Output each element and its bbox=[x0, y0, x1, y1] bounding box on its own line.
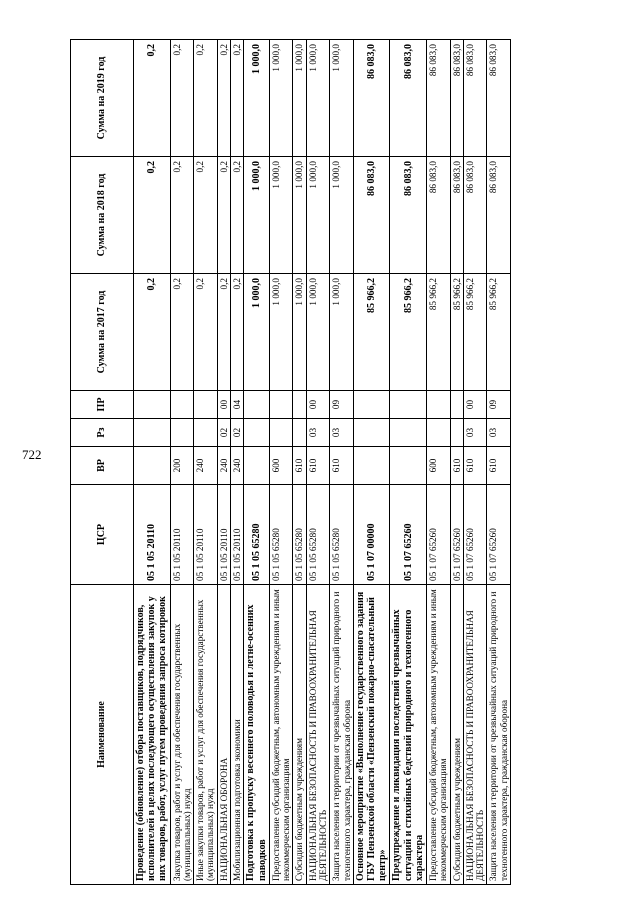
row-sum-2019: 86 083,0 bbox=[487, 40, 511, 157]
row-pr: 00 bbox=[463, 391, 487, 419]
row-pr bbox=[170, 391, 194, 419]
row-name: НАЦИОНАЛЬНАЯ ОБОРОНА bbox=[217, 585, 230, 885]
row-sum-2018: 0,2 bbox=[170, 157, 194, 274]
header-rz: Рз bbox=[71, 419, 134, 447]
row-rz bbox=[450, 419, 463, 447]
row-name: Мобилизационная подготовка экономики bbox=[231, 585, 244, 885]
row-sum-2017: 85 966,2 bbox=[353, 274, 390, 391]
row-rz: 02 bbox=[231, 419, 244, 447]
row-sum-2019: 1 000,0 bbox=[293, 40, 306, 157]
row-sum-2018: 0,2 bbox=[231, 157, 244, 274]
header-sum-2017: Сумма на 2017 год bbox=[71, 274, 134, 391]
row-vr bbox=[244, 447, 269, 485]
row-sum-2018: 86 083,0 bbox=[450, 157, 463, 274]
row-sum-2018: 1 000,0 bbox=[269, 157, 293, 274]
header-sum-2018: Сумма на 2018 год bbox=[71, 157, 134, 274]
row-sum-2018: 0,2 bbox=[217, 157, 230, 274]
row-csr: 05 1 05 20110 bbox=[217, 485, 230, 585]
row-vr bbox=[134, 447, 171, 485]
row-rz: 03 bbox=[306, 419, 330, 447]
row-name: Основное мероприятие «Выполнение государственного задания ГБУ Пензенской области «Пензенский пожарно-спасательный центр» bbox=[353, 585, 390, 885]
row-pr bbox=[390, 391, 427, 419]
header-name: Наименование bbox=[71, 585, 134, 885]
table-row bbox=[390, 40, 427, 885]
row-name: Предупреждение и ликвидация последствий чрезвычайных ситуаций и стихийных бедствий природного и техногенного характера bbox=[390, 585, 427, 885]
row-pr bbox=[353, 391, 390, 419]
row-sum-2019: 0,2 bbox=[134, 40, 171, 157]
row-rz bbox=[194, 419, 218, 447]
row-pr: 09 bbox=[330, 391, 354, 419]
row-sum-2018: 86 083,0 bbox=[487, 157, 511, 274]
row-rz: 03 bbox=[463, 419, 487, 447]
budget-table bbox=[70, 39, 511, 885]
row-name: Подготовка к пропуску весеннего половодья и летне-осенних паводков bbox=[244, 585, 269, 885]
row-csr: 05 1 07 00000 bbox=[353, 485, 390, 585]
row-sum-2017: 1 000,0 bbox=[330, 274, 354, 391]
row-rz: 03 bbox=[487, 419, 511, 447]
table-row bbox=[269, 40, 293, 885]
row-rz: 02 bbox=[217, 419, 230, 447]
row-sum-2018: 0,2 bbox=[134, 157, 171, 274]
row-sum-2019: 86 083,0 bbox=[353, 40, 390, 157]
row-sum-2019: 0,2 bbox=[170, 40, 194, 157]
row-name: Предоставление субсидий бюджетным, автономным учреждениям и иным некоммерческим организациям bbox=[269, 585, 293, 885]
table-row bbox=[293, 40, 306, 885]
row-csr: 05 1 07 65260 bbox=[487, 485, 511, 585]
row-pr: 00 bbox=[306, 391, 330, 419]
header-csr: ЦСР bbox=[71, 485, 134, 585]
row-sum-2018: 86 083,0 bbox=[426, 157, 450, 274]
row-name: Субсидии бюджетным учреждениям bbox=[450, 585, 463, 885]
row-sum-2019: 86 083,0 bbox=[463, 40, 487, 157]
row-sum-2019: 1 000,0 bbox=[306, 40, 330, 157]
row-name: НАЦИОНАЛЬНАЯ БЕЗОПАСНОСТЬ И ПРАВООХРАНИТЕЛЬНАЯ ДЕЯТЕЛЬНОСТЬ bbox=[463, 585, 487, 885]
row-pr bbox=[194, 391, 218, 419]
row-sum-2017: 85 966,2 bbox=[463, 274, 487, 391]
row-vr: 240 bbox=[217, 447, 230, 485]
row-sum-2018: 86 083,0 bbox=[463, 157, 487, 274]
row-csr: 05 1 05 20110 bbox=[170, 485, 194, 585]
row-csr: 05 1 05 65280 bbox=[244, 485, 269, 585]
row-sum-2019: 0,2 bbox=[194, 40, 218, 157]
row-vr: 610 bbox=[306, 447, 330, 485]
row-name: Закупка товаров, работ и услуг для обеспечения государственных (муниципальных) нужд bbox=[170, 585, 194, 885]
row-vr: 610 bbox=[463, 447, 487, 485]
row-sum-2018: 0,2 bbox=[194, 157, 218, 274]
table-row bbox=[353, 40, 390, 885]
row-sum-2018: 1 000,0 bbox=[293, 157, 306, 274]
row-pr bbox=[269, 391, 293, 419]
row-pr: 09 bbox=[487, 391, 511, 419]
row-vr: 240 bbox=[231, 447, 244, 485]
budget-table-container bbox=[70, 40, 615, 885]
row-name: Проведение (обновление) отбора поставщиков, подрядчиков, исполнителей в целях последующего осуществления закупок у них товаров, работ, услуг путем проведения запроса котировок bbox=[134, 585, 171, 885]
table-row bbox=[170, 40, 194, 885]
table-row bbox=[231, 40, 244, 885]
row-sum-2018: 1 000,0 bbox=[306, 157, 330, 274]
row-pr bbox=[450, 391, 463, 419]
table-row bbox=[306, 40, 330, 885]
header-pr: ПР bbox=[71, 391, 134, 419]
row-vr: 600 bbox=[426, 447, 450, 485]
table-row bbox=[330, 40, 354, 885]
header-sum-2019: Сумма на 2019 год bbox=[71, 40, 134, 157]
row-sum-2019: 1 000,0 bbox=[269, 40, 293, 157]
row-sum-2018: 1 000,0 bbox=[330, 157, 354, 274]
table-row bbox=[217, 40, 230, 885]
row-csr: 05 1 05 65280 bbox=[306, 485, 330, 585]
row-sum-2017: 0,2 bbox=[134, 274, 171, 391]
row-name: Предоставление субсидий бюджетным, автономным учреждениям и иным некоммерческим организациям bbox=[426, 585, 450, 885]
table-row bbox=[134, 40, 171, 885]
row-vr: 610 bbox=[450, 447, 463, 485]
row-vr: 240 bbox=[194, 447, 218, 485]
row-vr: 200 bbox=[170, 447, 194, 485]
row-name: Защита населения и территории от чрезвычайных ситуаций природного и техногенного характера, гражданская оборона bbox=[330, 585, 354, 885]
table-row bbox=[194, 40, 218, 885]
row-rz bbox=[134, 419, 171, 447]
row-sum-2017: 0,2 bbox=[170, 274, 194, 391]
row-pr bbox=[244, 391, 269, 419]
row-rz: 03 bbox=[330, 419, 354, 447]
row-vr bbox=[390, 447, 427, 485]
row-rz bbox=[426, 419, 450, 447]
row-rz bbox=[390, 419, 427, 447]
table-row bbox=[463, 40, 487, 885]
table-row bbox=[244, 40, 269, 885]
row-vr: 610 bbox=[330, 447, 354, 485]
table-row bbox=[450, 40, 463, 885]
row-name: Субсидии бюджетным учреждениям bbox=[293, 585, 306, 885]
row-sum-2017: 1 000,0 bbox=[293, 274, 306, 391]
row-sum-2017: 1 000,0 bbox=[244, 274, 269, 391]
row-sum-2019: 0,2 bbox=[231, 40, 244, 157]
row-csr: 05 1 07 65260 bbox=[463, 485, 487, 585]
page-number: 722 bbox=[22, 447, 42, 462]
row-sum-2017: 85 966,2 bbox=[426, 274, 450, 391]
row-name: Защита населения и территории от чрезвычайных ситуаций природного и техногенного характера, гражданская оборона bbox=[487, 585, 511, 885]
row-sum-2017: 85 966,2 bbox=[390, 274, 427, 391]
row-sum-2017: 0,2 bbox=[194, 274, 218, 391]
row-csr: 05 1 05 65280 bbox=[293, 485, 306, 585]
row-vr: 600 bbox=[269, 447, 293, 485]
row-csr: 05 1 07 65260 bbox=[450, 485, 463, 585]
row-vr: 610 bbox=[487, 447, 511, 485]
header-vr: ВР bbox=[71, 447, 134, 485]
row-rz bbox=[269, 419, 293, 447]
row-sum-2019: 1 000,0 bbox=[330, 40, 354, 157]
row-sum-2019: 1 000,0 bbox=[244, 40, 269, 157]
row-csr: 05 1 05 65280 bbox=[269, 485, 293, 585]
row-sum-2017: 1 000,0 bbox=[269, 274, 293, 391]
row-sum-2018: 86 083,0 bbox=[390, 157, 427, 274]
table-header-row bbox=[71, 40, 134, 885]
row-csr: 05 1 05 20110 bbox=[231, 485, 244, 585]
row-rz bbox=[353, 419, 390, 447]
row-csr: 05 1 05 65280 bbox=[330, 485, 354, 585]
row-sum-2019: 86 083,0 bbox=[390, 40, 427, 157]
row-sum-2019: 0,2 bbox=[217, 40, 230, 157]
row-sum-2019: 86 083,0 bbox=[426, 40, 450, 157]
table-row bbox=[487, 40, 511, 885]
row-sum-2018: 1 000,0 bbox=[244, 157, 269, 274]
row-pr bbox=[293, 391, 306, 419]
row-pr: 00 bbox=[217, 391, 230, 419]
row-rz bbox=[170, 419, 194, 447]
row-rz bbox=[244, 419, 269, 447]
row-csr: 05 1 07 65260 bbox=[390, 485, 427, 585]
row-vr bbox=[353, 447, 390, 485]
row-sum-2017: 0,2 bbox=[217, 274, 230, 391]
table-row bbox=[426, 40, 450, 885]
row-csr: 05 1 07 65260 bbox=[426, 485, 450, 585]
row-sum-2017: 1 000,0 bbox=[306, 274, 330, 391]
row-sum-2018: 86 083,0 bbox=[353, 157, 390, 274]
row-sum-2017: 85 966,2 bbox=[450, 274, 463, 391]
row-pr bbox=[426, 391, 450, 419]
row-csr: 05 1 05 20110 bbox=[194, 485, 218, 585]
row-pr bbox=[134, 391, 171, 419]
row-rz bbox=[293, 419, 306, 447]
row-sum-2017: 85 966,2 bbox=[487, 274, 511, 391]
row-sum-2019: 86 083,0 bbox=[450, 40, 463, 157]
row-name: Иные закупки товаров, работ и услуг для обеспечения государственных (муниципальных) нужд bbox=[194, 585, 218, 885]
row-sum-2017: 0,2 bbox=[231, 274, 244, 391]
row-csr: 05 1 05 20110 bbox=[134, 485, 171, 585]
row-name: НАЦИОНАЛЬНАЯ БЕЗОПАСНОСТЬ И ПРАВООХРАНИТЕЛЬНАЯ ДЕЯТЕЛЬНОСТЬ bbox=[306, 585, 330, 885]
row-pr: 04 bbox=[231, 391, 244, 419]
row-vr: 610 bbox=[293, 447, 306, 485]
